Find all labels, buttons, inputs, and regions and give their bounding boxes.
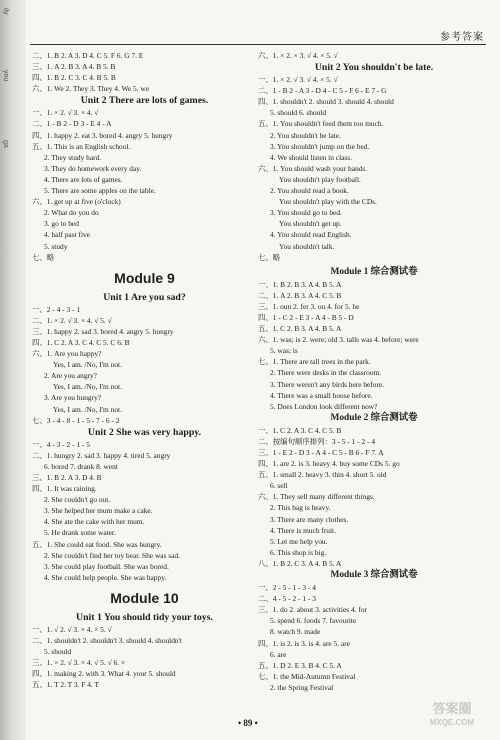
answer-line: 五、1. small 2. heavy 3. thin 4. short 5. old [258, 470, 387, 480]
unit-title: Unit 1 You should tidy your toys. [76, 611, 213, 623]
answer-line: 六、1. We 2. They 3. They 4. We 5. we [32, 84, 150, 94]
answer-line: 六、1. get up at five (o'clock) [32, 197, 121, 207]
answer-line: 6. sell [270, 481, 288, 491]
answer-line: 3. She could play football. She was bored. [44, 561, 169, 571]
answer-line: 3. She helped her mum make a cake. [44, 506, 153, 516]
answer-line: 2. You shouldn't be late. [270, 130, 341, 140]
answer-line: 2. What do you do [44, 208, 99, 218]
answer-line: 5. was; is [270, 346, 298, 356]
answer-line: 4. We should listen in class. [270, 152, 352, 162]
spine-text: ily [2, 8, 9, 15]
answer-line: 5. spend 6. foods 7. favourite [270, 616, 357, 626]
answer-line: 二、1. B 2. A 3. D 4. C 5. F 6. G 7. E [32, 51, 144, 60]
answer-line: 3. There are many clothes. [270, 514, 349, 524]
answer-line: 3. go to bed [44, 219, 79, 229]
answer-line: 2. the Spring Festival [270, 682, 334, 692]
answer-line: 二、1. A 2. B 3. A 4. C 5. B [258, 290, 342, 300]
answer-line: 2. They study hard. [44, 152, 102, 162]
answer-line: 六、1. Are you happy? [32, 349, 102, 359]
unit-title: Unit 2 You shouldn't be late. [314, 62, 434, 74]
header-rule [30, 44, 486, 45]
page-number: • 89 • [238, 718, 258, 728]
watermark-logo [414, 700, 490, 734]
answer-line: 六、1. was; is 2. were; old 3. talls was 4. before; were [258, 335, 419, 345]
answer-line: 三、1. oun 2. fer 3. ou 4. for 5. he [258, 301, 360, 311]
answer-line: 五、1. You shouldn't feed them too much. [258, 119, 384, 129]
answer-line: 七、3 - 4 - 8 - 1 - 5 - 7 - 6 - 2 [32, 415, 120, 425]
answer-line: 2. She couldn't go out. [44, 495, 111, 505]
answer-line: 3. You should go to bed. [270, 208, 342, 218]
answer-line: 四、1. It was raining. [32, 484, 97, 494]
answer-line: 6. This shop is big. [270, 547, 327, 557]
test-title: Module 3 综合测试卷 [330, 570, 418, 581]
answer-line: 三、1. happy 2. sad 3. bored 4. angry 5. hungry [32, 326, 174, 336]
module-title: Module 10 [110, 589, 179, 606]
answer-line: 2. There were desks in the classroom. [270, 368, 382, 378]
spine-text: you [2, 70, 9, 82]
answer-line: 3. You shouldn't jump on the bed. [270, 141, 370, 151]
answer-line: 6. are [270, 649, 287, 659]
answer-line: 四、1 - C 2 - E 3 - A 4 - B 5 - D [258, 312, 354, 322]
answer-line: 七、略 [258, 252, 281, 262]
answer-line: 五、1. This is an English school. [32, 141, 131, 151]
answer-line: 三、1. B 2. A 3. D 4. B [32, 473, 102, 482]
answer-line: 四、1. making 2. with 3. What 4. your 5. should [32, 669, 176, 679]
answer-line: 2. Are you angry? [44, 371, 97, 381]
answer-line: 2. You should read a book. [270, 186, 349, 196]
test-title: Module 2 综合测试卷 [330, 412, 418, 423]
answer-line: 七、1. the Mid-Autumn Festival [258, 671, 356, 681]
answer-line: 三、1. × 2. √ 3. × 4. √ 5. √ 6. × [32, 658, 126, 668]
answer-line: 四、1. are 2. is 3. heavy 4. buy some CDs 5. go [258, 459, 400, 469]
answer-line: 5. He drank some water. [44, 528, 116, 538]
left-column [32, 50, 257, 691]
answer-line: 四、1. C 2. A 3. C 4. C 5. C 6. B [32, 337, 130, 347]
answer-line: 二、4 - 5 - 2 - 1 - 3 [258, 594, 316, 604]
answer-line: 6. bored 7. drank 8. went [44, 461, 118, 471]
answer-line: 4. There are lots of games. [44, 174, 123, 184]
answer-line: 四、1. B 2. C 3. C 4. B 5. B [32, 73, 116, 83]
answer-line: 一、1. C 2. A 3. C 4. C 5. B [258, 425, 342, 435]
answer-line: 三、1 - E 2 - D 3 - A 4 - C 5 - B 6 - F 7. A [258, 448, 384, 457]
answer-line: 5. Let me help you. [270, 536, 328, 546]
answer-line: 四、1. happy 2. eat 3. bored 4. angry 5. hungry [32, 130, 173, 140]
answer-line: 一、4 - 3 - 2 - 1 - 5 [32, 439, 90, 449]
answer-line: 二、1. × 2. √ 3. × 4. √ 5. √ [32, 315, 112, 325]
book-spine-shadow [0, 0, 26, 740]
spine-text: ga [2, 140, 9, 148]
answer-line: 七、略 [32, 252, 55, 262]
answer-line: 五、1. T 2. T 3. F 4. T [32, 680, 100, 690]
answer-line: 六、1. They sell many different things. [258, 492, 375, 502]
answer-line: 二、1 - B 2 - A 3 - D 4 - C 5 - F 6 - E 7 - G [258, 86, 387, 96]
answer-line: 4. There is much fruit. [270, 525, 336, 535]
answer-line: 一、2 - 4 - 3 - 1 [32, 304, 81, 314]
answer-line: 三、1. A 2. B 3. A 4. B 5. B [32, 62, 116, 72]
answer-line: 5. study [44, 241, 68, 251]
answer-line: Yes, I am. /No, I'm not. [53, 360, 122, 370]
test-title: Module 1 综合测试卷 [330, 266, 418, 277]
answer-line: 4. She ate the cake with her mum. [44, 517, 145, 527]
answer-line: 三、1. do 2. about 3. activities 4. for [258, 605, 367, 615]
answer-line: 8. watch 9. made [270, 627, 321, 637]
answer-line: 3. There weren't any birds here before. [270, 379, 385, 389]
unit-title: Unit 1 Are you sad? [103, 291, 186, 303]
answer-line: 一、2 - 5 - 1 - 3 - 4 [258, 583, 316, 593]
answer-line: 一、1. B 2. B 3. A 4. B 5. A [258, 279, 342, 289]
answer-line: 5. should [44, 647, 72, 657]
answer-line: 一、1. × 2. √ 3. × 4. √ [32, 108, 99, 118]
answer-line: You shouldn't talk. [279, 241, 335, 251]
answer-line: 5. There are some apples on the table. [44, 186, 156, 196]
answer-line: 八、1. B 2. C 3. A 4. B 5. A [258, 558, 342, 568]
unit-title: Unit 2 She was very happy. [87, 426, 202, 438]
answer-line: 一、1. √ 2. √ 3. × 4. × 5. √ [32, 624, 112, 634]
answer-line: 2. This bag is heavy. [270, 503, 331, 513]
answer-line: 四、1. is 2. is 3. is 4. are 5. are [258, 638, 350, 648]
answer-line: 五、1. D 2. E 3. B 4. C 5. A [258, 660, 342, 670]
answer-line: 五、1. C 2. B 3. A 4. B 5. A [258, 324, 342, 334]
answer-line: 二、按编句顺序排列：3 - 5 - 1 - 2 - 4 [258, 436, 376, 446]
watermark-url: MXQE.COM [429, 718, 475, 727]
answer-line: You shouldn't play with the CDs. [279, 197, 377, 207]
answer-line: 5. should 6. should [270, 108, 327, 118]
answer-line: 四、1. shouldn't 2. should 3. should 4. should [258, 97, 394, 107]
watermark-text: 答案圈 [432, 701, 472, 716]
answer-line: 4. She could help people. She was happy. [44, 572, 167, 582]
answer-line: 3. Are you hungry? [44, 393, 102, 403]
answer-line: 一、1. × 2. √ 3. √ 4. × 5. √ [258, 75, 338, 85]
answer-line: 4. You should read English. [270, 230, 352, 240]
answer-line: 六、1. × 2. × 3. √ 4. × 5. √ [258, 51, 338, 60]
answer-line: 2. She couldn't find her toy bear. She was sad. [44, 550, 180, 560]
answer-line: 二、1 - B 2 - D 3 - E 4 - A [32, 119, 112, 129]
answer-line: 4. There was a small house before. [270, 390, 373, 400]
answer-line: Yes, I am. /No, I'm not. [53, 404, 122, 414]
answer-line: 5. Does London look different now? [270, 401, 378, 411]
answer-line: 五、1. She could eat food. She was hungry. [32, 539, 162, 549]
answer-line: You shouldn't get up. [279, 219, 342, 229]
answer-line: Yes, I am. /No, I'm not. [53, 382, 122, 392]
answer-line: 4. half past five [44, 230, 90, 240]
page-header-label: 参考答案 [440, 32, 484, 43]
answer-line: 六、1. You should wash your hands. [258, 163, 368, 173]
answer-line: 二、1. shouldn't 2. shouldn't 3. should 4. shouldn't [32, 636, 182, 646]
unit-title: Unit 2 There are lots of games. [80, 95, 209, 107]
answer-line: 二、1. hungry 2. sad 3. happy 4. tired 5. angry [32, 450, 171, 460]
answer-line: 3. They do homework every day. [44, 163, 142, 173]
answer-line: 七、1. There are tall trees in the park. [258, 357, 371, 367]
answer-line: You shouldn't play football. [279, 174, 361, 184]
right-column [258, 50, 490, 693]
module-title: Module 9 [114, 269, 175, 286]
